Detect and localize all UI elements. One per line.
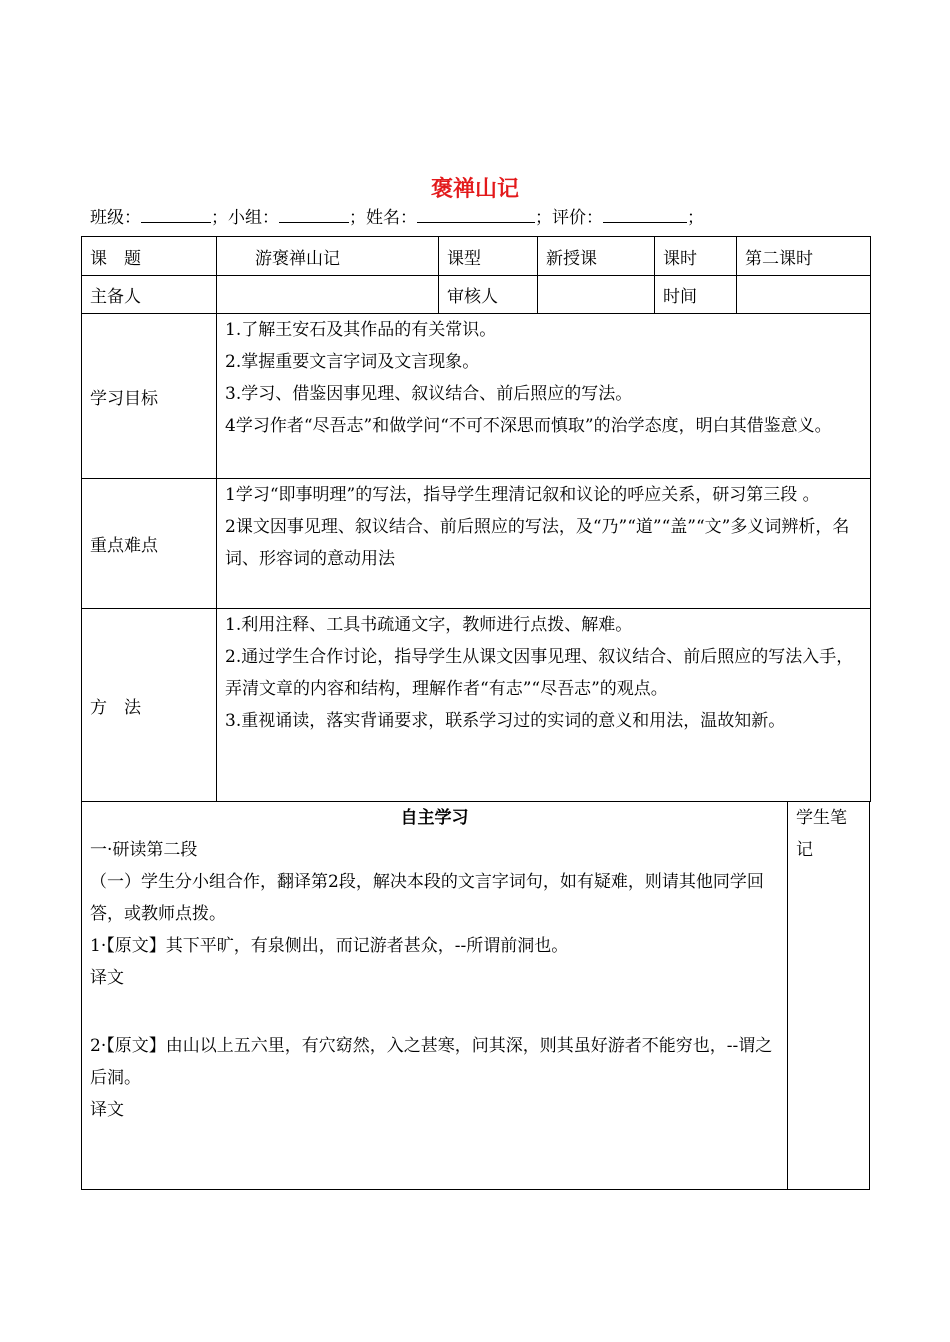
page-title: 褒禅山记 bbox=[430, 177, 519, 202]
time-label: 时间 bbox=[655, 276, 737, 314]
key-point-item: 2课文因事见理、叙议结合、前后照应的写法，及“乃”“道”“盖”“文”多义词辨析，名词、形容词的意动用法 bbox=[225, 517, 850, 569]
class-label: 班级： bbox=[90, 208, 141, 228]
method-item: 3.重视诵读，落实背诵要求，联系学习过的实词的意义和用法，温故知新。 bbox=[225, 711, 786, 731]
method-item: 1.利用注释、工具书疏通文字，教师进行点拨、解难。 bbox=[225, 615, 633, 635]
goal-item: 3.学习、借鉴因事见理、叙议结合、前后照应的写法。 bbox=[225, 384, 633, 404]
time-value[interactable] bbox=[737, 276, 871, 314]
goals-label: 学习目标 bbox=[82, 314, 217, 479]
class-blank[interactable] bbox=[141, 206, 211, 223]
student-notes-column[interactable] bbox=[788, 802, 870, 1189]
group-label: ；小组： bbox=[211, 208, 279, 228]
key-points-cell bbox=[217, 479, 871, 609]
period-label: 课时 bbox=[655, 237, 737, 276]
goal-item: 2.掌握重要文言字词及文言现象。 bbox=[225, 352, 480, 372]
info-end: ； bbox=[687, 208, 704, 228]
reviewer-value[interactable] bbox=[538, 276, 655, 314]
eval-blank[interactable] bbox=[603, 206, 687, 223]
self-study-section bbox=[81, 801, 870, 1190]
student-info-line bbox=[90, 203, 704, 228]
method-item: 2.通过学生合作讨论，指导学生从课文因事见理、叙议结合、前后照应的写法入手，弄清文章的内容和结构，理解作者“有志”“尽吾志”的观点。 bbox=[225, 647, 854, 699]
task-text: （一）学生分小组合作，翻译第2段，解决本段的文言字词句，如有疑难，则请其他同学回答，或教师点拨。 bbox=[90, 872, 764, 924]
type-label: 课型 bbox=[439, 237, 538, 276]
name-blank[interactable] bbox=[417, 206, 535, 223]
methods-cell bbox=[217, 609, 871, 802]
group-blank[interactable] bbox=[279, 206, 349, 223]
method-label: 方 法 bbox=[82, 609, 217, 802]
goal-item: 4学习作者“尽吾志”和做学问“不可不深思而慎取”的治学态度，明白其借鉴意义。 bbox=[225, 416, 832, 436]
reviewer-label: 审核人 bbox=[439, 276, 538, 314]
topic-value: 游褒禅山记 bbox=[217, 237, 439, 276]
preparer-value[interactable] bbox=[217, 276, 439, 314]
translation-label-2: 译文 bbox=[90, 1100, 124, 1120]
lesson-plan-table bbox=[81, 236, 871, 802]
goals-cell bbox=[217, 314, 871, 479]
self-study-content bbox=[82, 802, 788, 1189]
translation-space-1[interactable] bbox=[90, 994, 779, 1026]
notes-label: 学生笔记 bbox=[796, 808, 847, 860]
period-value: 第二课时 bbox=[737, 237, 871, 276]
type-value: 新授课 bbox=[538, 237, 655, 276]
preparer-label: 主备人 bbox=[82, 276, 217, 314]
goal-item: 1.了解王安石及其作品的有关常识。 bbox=[225, 320, 497, 340]
eval-label: ；评价： bbox=[535, 208, 603, 228]
self-study-heading: 自主学习 bbox=[400, 808, 469, 828]
key-point-item: 1学习“即事明理”的写法，指导学生理清记叙和议论的呼应关系，研习第三段 。 bbox=[225, 485, 820, 505]
original-text-2: 2·【原文】由山以上五六里，有穴窈然，入之甚寒，问其深，则其虽好游者不能穷也，--谓之后洞。 bbox=[90, 1036, 773, 1088]
translation-label-1: 译文 bbox=[90, 968, 124, 988]
original-text-1: 1·【原文】其下平旷，有泉侧出，而记游者甚众，--所谓前洞也。 bbox=[90, 936, 569, 956]
key-points-label: 重点难点 bbox=[82, 479, 217, 609]
topic-label: 课 题 bbox=[82, 237, 217, 276]
section-heading: 一·研读第二段 bbox=[90, 840, 198, 860]
name-label: ；姓名： bbox=[349, 208, 417, 228]
